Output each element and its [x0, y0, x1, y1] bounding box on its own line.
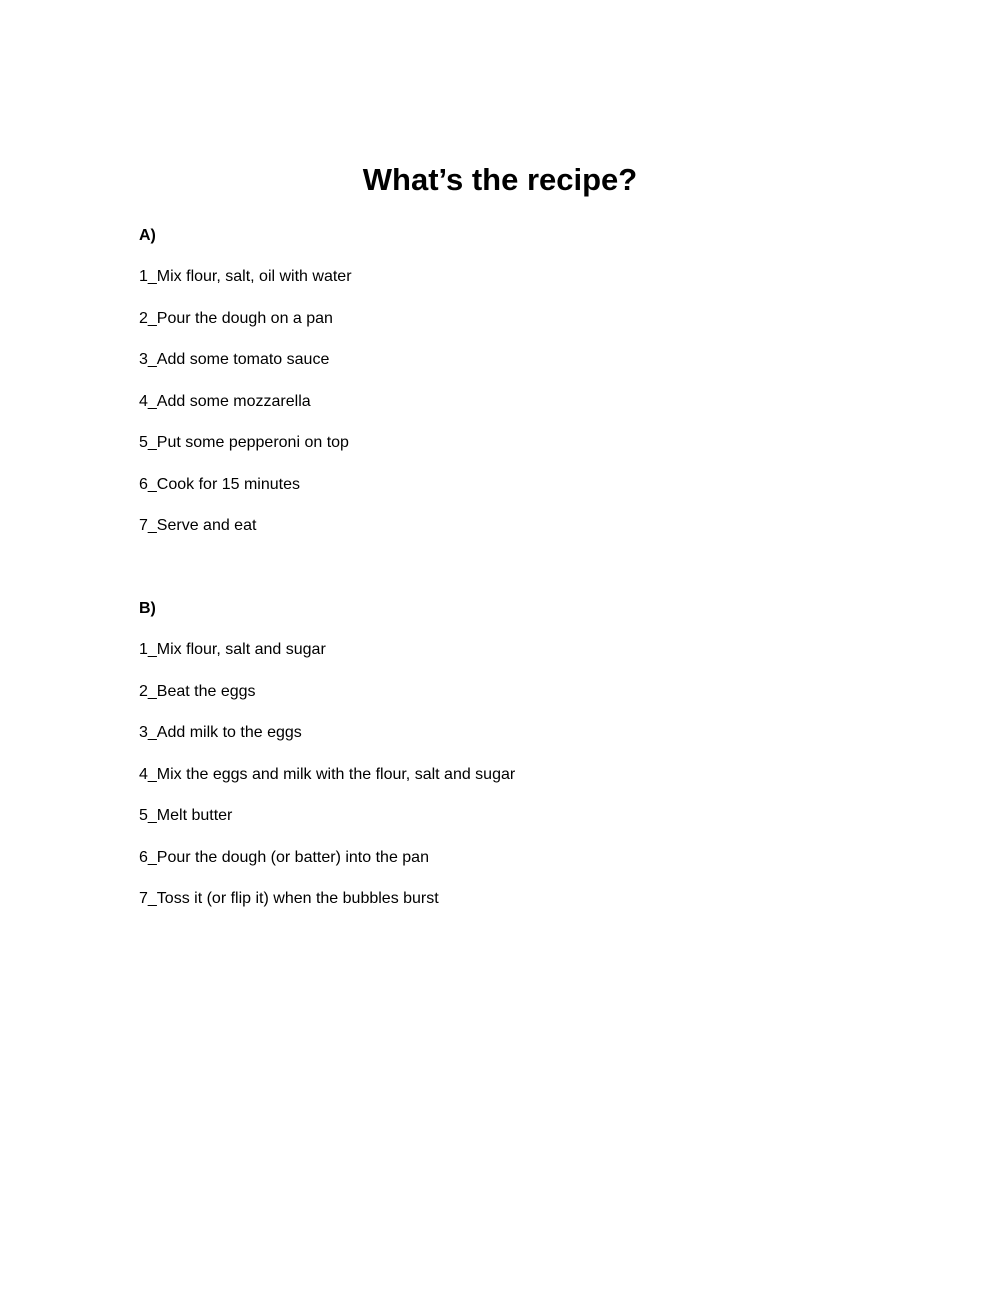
recipe-step: 2_Pour the dough on a pan [139, 309, 333, 327]
recipe-step: 4_Add some mozzarella [139, 392, 311, 410]
recipe-step: 1_Mix flour, salt, oil with water [139, 268, 352, 285]
section-heading: A) [139, 227, 156, 244]
recipe-step: 2_Beat the eggs [139, 682, 256, 700]
recipe-step: 4_Mix the eggs and milk with the flour, salt and sugar [139, 765, 516, 783]
recipe-section-a [139, 224, 899, 556]
page-title: What’s the recipe? [362, 162, 638, 197]
recipe-step: 6_Pour the dough (or batter) into the pan [139, 848, 429, 866]
recipe-section-b [139, 597, 899, 929]
recipe-step: 3_Add milk to the eggs [139, 724, 302, 741]
recipe-step: 5_Put some pepperoni on top [139, 434, 349, 451]
recipe-step: 5_Melt butter [139, 807, 233, 824]
recipe-step: 1_Mix flour, salt and sugar [139, 641, 326, 658]
recipe-step: 7_Serve and eat [139, 517, 257, 534]
step-list [139, 638, 899, 911]
section-heading: B) [139, 600, 156, 617]
step-list [139, 265, 899, 538]
recipe-step: 7_Toss it (or flip it) when the bubbles burst [139, 890, 439, 907]
recipe-step: 6_Cook for 15 minutes [139, 475, 300, 493]
recipe-step: 3_Add some tomato sauce [139, 351, 330, 368]
